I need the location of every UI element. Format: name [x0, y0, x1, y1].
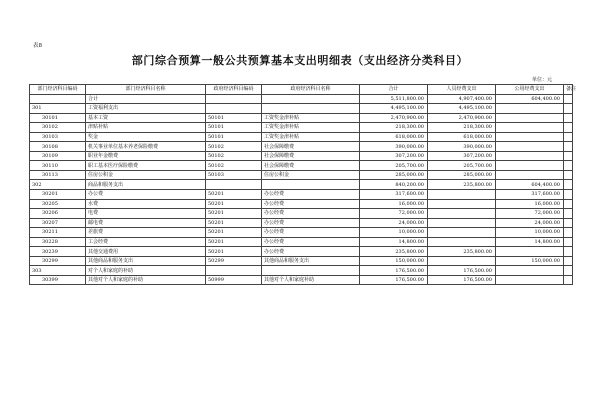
- personnel-cell: [428, 190, 496, 200]
- personnel-cell: 307,200.00: [428, 151, 496, 161]
- gov-name-cell: 其他商品和服务支出: [262, 256, 360, 266]
- table-row: [30, 209, 573, 219]
- public-cell: 16,000.00: [496, 199, 564, 209]
- dept-name-cell: 商品和服务支出: [86, 180, 206, 190]
- dept-code-cell: [30, 94, 86, 104]
- public-cell: 317,600.00: [496, 190, 564, 200]
- gov-code-cell: 50101: [206, 113, 262, 123]
- gov-code-cell: [206, 266, 262, 276]
- budget-table: [29, 84, 577, 285]
- gov-code-cell: 50102: [206, 142, 262, 152]
- table-row: [30, 132, 573, 142]
- total-cell: 285,000.00: [360, 170, 428, 180]
- public-cell: [496, 132, 564, 142]
- table-row: [30, 199, 573, 209]
- note-cell: [564, 218, 573, 228]
- total-cell: 150,000.00: [360, 256, 428, 266]
- personnel-cell: 176,500.00: [428, 275, 496, 285]
- personnel-cell: 4,907,400.00: [428, 94, 496, 104]
- gov-name-cell: 工资奖金津补贴: [262, 113, 360, 123]
- note-cell: [564, 113, 573, 123]
- note-cell: [564, 104, 573, 114]
- dept-name-cell: 工会经费: [86, 237, 206, 247]
- gov-name-cell: 社会保障缴费: [262, 161, 360, 171]
- dept-code-cell: 30103: [30, 132, 86, 142]
- gov-name-cell: 办公经费: [262, 190, 360, 200]
- total-cell: 307,200.00: [360, 151, 428, 161]
- note-cell: [564, 237, 573, 247]
- total-cell: 840,200.00: [360, 180, 428, 190]
- note-cell: [564, 180, 573, 190]
- dept-code-cell: 301: [30, 104, 86, 114]
- total-cell: 618,000.00: [360, 132, 428, 142]
- total-cell: 235,800.00: [360, 247, 428, 257]
- header-public: 公用经费支出: [496, 85, 564, 95]
- total-cell: 390,000.00: [360, 142, 428, 152]
- note-cell: [564, 275, 573, 285]
- table-row: [30, 275, 573, 285]
- gov-code-cell: 50299: [206, 256, 262, 266]
- public-cell: [496, 151, 564, 161]
- gov-code-cell: 50201: [206, 199, 262, 209]
- total-cell: 14,800.00: [360, 237, 428, 247]
- public-cell: 72,000.00: [496, 209, 564, 219]
- total-cell: 317,600.00: [360, 190, 428, 200]
- dept-code-cell: 30206: [30, 209, 86, 219]
- page-title: 部门综合预算一般公共预算基本支出明细表（支出经济分类科目）: [131, 54, 469, 67]
- total-cell: 4,495,100.00: [360, 104, 428, 114]
- personnel-cell: [428, 228, 496, 238]
- header-dept-name: 部门经济科目名称: [86, 85, 206, 95]
- header-dept-code: 部门经济科目编码: [30, 85, 86, 95]
- gov-name-cell: 其他对个人和家庭补助: [262, 275, 360, 285]
- dept-name-cell: 办公费: [86, 190, 206, 200]
- personnel-cell: 176,500.00: [428, 266, 496, 276]
- table-body: [30, 94, 573, 285]
- table-row: [30, 151, 573, 161]
- dept-name-cell: 其他对个人和家庭的补助: [86, 275, 206, 285]
- personnel-cell: 218,300.00: [428, 123, 496, 133]
- gov-code-cell: 50102: [206, 161, 262, 171]
- dept-name-cell: 水费: [86, 199, 206, 209]
- header-note: 备注: [564, 85, 573, 95]
- dept-name-cell: 基本工资: [86, 113, 206, 123]
- total-cell: 72,000.00: [360, 209, 428, 219]
- note-cell: [564, 190, 573, 200]
- personnel-cell: [428, 237, 496, 247]
- dept-code-cell: 30109: [30, 151, 86, 161]
- table-row: [30, 190, 573, 200]
- gov-name-cell: 社会保障缴费: [262, 151, 360, 161]
- public-cell: [496, 266, 564, 276]
- personnel-cell: [428, 256, 496, 266]
- form-number: 表8: [33, 43, 42, 49]
- dept-name-cell: 其他交通费用: [86, 247, 206, 257]
- dept-name-cell: 差旅费: [86, 228, 206, 238]
- table-header-row: [30, 85, 573, 95]
- personnel-cell: [428, 218, 496, 228]
- dept-name-cell: 机关事业单位基本养老保险缴费: [86, 142, 206, 152]
- note-cell: [564, 123, 573, 133]
- personnel-cell: 4,495,100.00: [428, 104, 496, 114]
- dept-name-cell: 津贴补贴: [86, 123, 206, 133]
- dept-name-cell: 奖金: [86, 132, 206, 142]
- public-cell: [496, 113, 564, 123]
- gov-name-cell: 社会保障缴费: [262, 142, 360, 152]
- dept-name-cell: 其他商品和服务支出: [86, 256, 206, 266]
- gov-code-cell: 50102: [206, 151, 262, 161]
- gov-name-cell: 办公经费: [262, 199, 360, 209]
- dept-name-cell: 电费: [86, 209, 206, 219]
- dept-code-cell: 30211: [30, 228, 86, 238]
- personnel-cell: 618,000.00: [428, 132, 496, 142]
- dept-name-cell: 职业年金缴费: [86, 151, 206, 161]
- dept-name-cell: 对个人和家庭的补助: [86, 266, 206, 276]
- public-cell: [496, 123, 564, 133]
- dept-code-cell: 30207: [30, 218, 86, 228]
- total-cell: 24,000.00: [360, 218, 428, 228]
- note-cell: [564, 132, 573, 142]
- dept-code-cell: 30299: [30, 256, 86, 266]
- table-row: [30, 113, 573, 123]
- gov-code-cell: 50101: [206, 132, 262, 142]
- header-total: 合计: [360, 85, 428, 95]
- public-cell: 150,000.00: [496, 256, 564, 266]
- total-cell: 218,300.00: [360, 123, 428, 133]
- note-cell: [564, 209, 573, 219]
- dept-code-cell: 30228: [30, 237, 86, 247]
- table-row: [30, 170, 573, 180]
- table-row: [30, 218, 573, 228]
- table-row: [30, 266, 573, 276]
- gov-code-cell: [206, 104, 262, 114]
- header-gov-code: 政府经济科目编码: [206, 85, 262, 95]
- personnel-cell: 285,000.00: [428, 170, 496, 180]
- public-cell: [496, 170, 564, 180]
- personnel-cell: 205,700.00: [428, 161, 496, 171]
- gov-name-cell: 工资奖金津补贴: [262, 132, 360, 142]
- table-row: [30, 237, 573, 247]
- dept-name-cell: 职工基本医疗保险缴费: [86, 161, 206, 171]
- dept-code-cell: 30239: [30, 247, 86, 257]
- table-row: [30, 123, 573, 133]
- note-cell: [564, 247, 573, 257]
- public-cell: [496, 104, 564, 114]
- gov-name-cell: [262, 266, 360, 276]
- public-cell: [496, 275, 564, 285]
- header-personnel: 人员经费支出: [428, 85, 496, 95]
- total-cell: 10,000.00: [360, 228, 428, 238]
- table-row: [30, 142, 573, 152]
- gov-name-cell: [262, 94, 360, 104]
- gov-code-cell: 50101: [206, 123, 262, 133]
- personnel-cell: 235,800.00: [428, 180, 496, 190]
- note-cell: [564, 256, 573, 266]
- dept-name-cell: 工资福利支出: [86, 104, 206, 114]
- dept-name-cell: 邮电费: [86, 218, 206, 228]
- personnel-cell: 2,470,900.00: [428, 113, 496, 123]
- gov-code-cell: 50999: [206, 275, 262, 285]
- dept-code-cell: 30108: [30, 142, 86, 152]
- table-row: [30, 94, 573, 104]
- public-cell: [496, 161, 564, 171]
- personnel-cell: 390,000.00: [428, 142, 496, 152]
- header-gov-name: 政府经济科目名称: [262, 85, 360, 95]
- gov-name-cell: 住房公积金: [262, 170, 360, 180]
- table-row: [30, 104, 573, 114]
- personnel-cell: 235,800.00: [428, 247, 496, 257]
- gov-code-cell: 50201: [206, 247, 262, 257]
- gov-name-cell: 办公经费: [262, 228, 360, 238]
- table-row: [30, 256, 573, 266]
- note-cell: [564, 94, 573, 104]
- table-row: [30, 228, 573, 238]
- table-row: [30, 180, 573, 190]
- dept-code-cell: 30201: [30, 190, 86, 200]
- total-cell: 2,470,900.00: [360, 113, 428, 123]
- public-cell: 24,000.00: [496, 218, 564, 228]
- total-cell: 205,700.00: [360, 161, 428, 171]
- dept-code-cell: 30102: [30, 123, 86, 133]
- dept-code-cell: 303: [30, 266, 86, 276]
- gov-code-cell: 50201: [206, 237, 262, 247]
- gov-code-cell: 50201: [206, 190, 262, 200]
- public-cell: 604,400.00: [496, 180, 564, 190]
- dept-name-cell: 住房公积金: [86, 170, 206, 180]
- public-cell: 604,400.00: [496, 94, 564, 104]
- unit-label: 单位：元: [532, 77, 553, 83]
- note-cell: [564, 170, 573, 180]
- note-cell: [564, 266, 573, 276]
- gov-code-cell: [206, 94, 262, 104]
- public-cell: 14,800.00: [496, 237, 564, 247]
- total-cell: 176,500.00: [360, 275, 428, 285]
- public-cell: [496, 142, 564, 152]
- gov-code-cell: 50201: [206, 209, 262, 219]
- gov-name-cell: 办公经费: [262, 218, 360, 228]
- table-row: [30, 161, 573, 171]
- gov-name-cell: 办公经费: [262, 247, 360, 257]
- personnel-cell: [428, 199, 496, 209]
- note-cell: [564, 161, 573, 171]
- dept-name-cell: 合计: [86, 94, 206, 104]
- gov-code-cell: 50103: [206, 170, 262, 180]
- note-cell: [564, 151, 573, 161]
- table-row: [30, 247, 573, 257]
- gov-code-cell: [206, 180, 262, 190]
- dept-code-cell: 30110: [30, 161, 86, 171]
- gov-code-cell: 50201: [206, 228, 262, 238]
- total-cell: 176,500.00: [360, 266, 428, 276]
- gov-name-cell: [262, 104, 360, 114]
- public-cell: 10,000.00: [496, 228, 564, 238]
- note-cell: [564, 228, 573, 238]
- personnel-cell: [428, 209, 496, 219]
- public-cell: [496, 247, 564, 257]
- gov-name-cell: 办公经费: [262, 237, 360, 247]
- gov-name-cell: 工资奖金津补贴: [262, 123, 360, 133]
- dept-code-cell: 30399: [30, 275, 86, 285]
- total-cell: 16,000.00: [360, 199, 428, 209]
- gov-name-cell: 办公经费: [262, 209, 360, 219]
- total-cell: 5,511,800.00: [360, 94, 428, 104]
- gov-code-cell: 50201: [206, 218, 262, 228]
- dept-code-cell: 30101: [30, 113, 86, 123]
- dept-code-cell: 30113: [30, 170, 86, 180]
- note-cell: [564, 199, 573, 209]
- note-cell: [564, 142, 573, 152]
- dept-code-cell: 302: [30, 180, 86, 190]
- gov-name-cell: [262, 180, 360, 190]
- dept-code-cell: 30205: [30, 199, 86, 209]
